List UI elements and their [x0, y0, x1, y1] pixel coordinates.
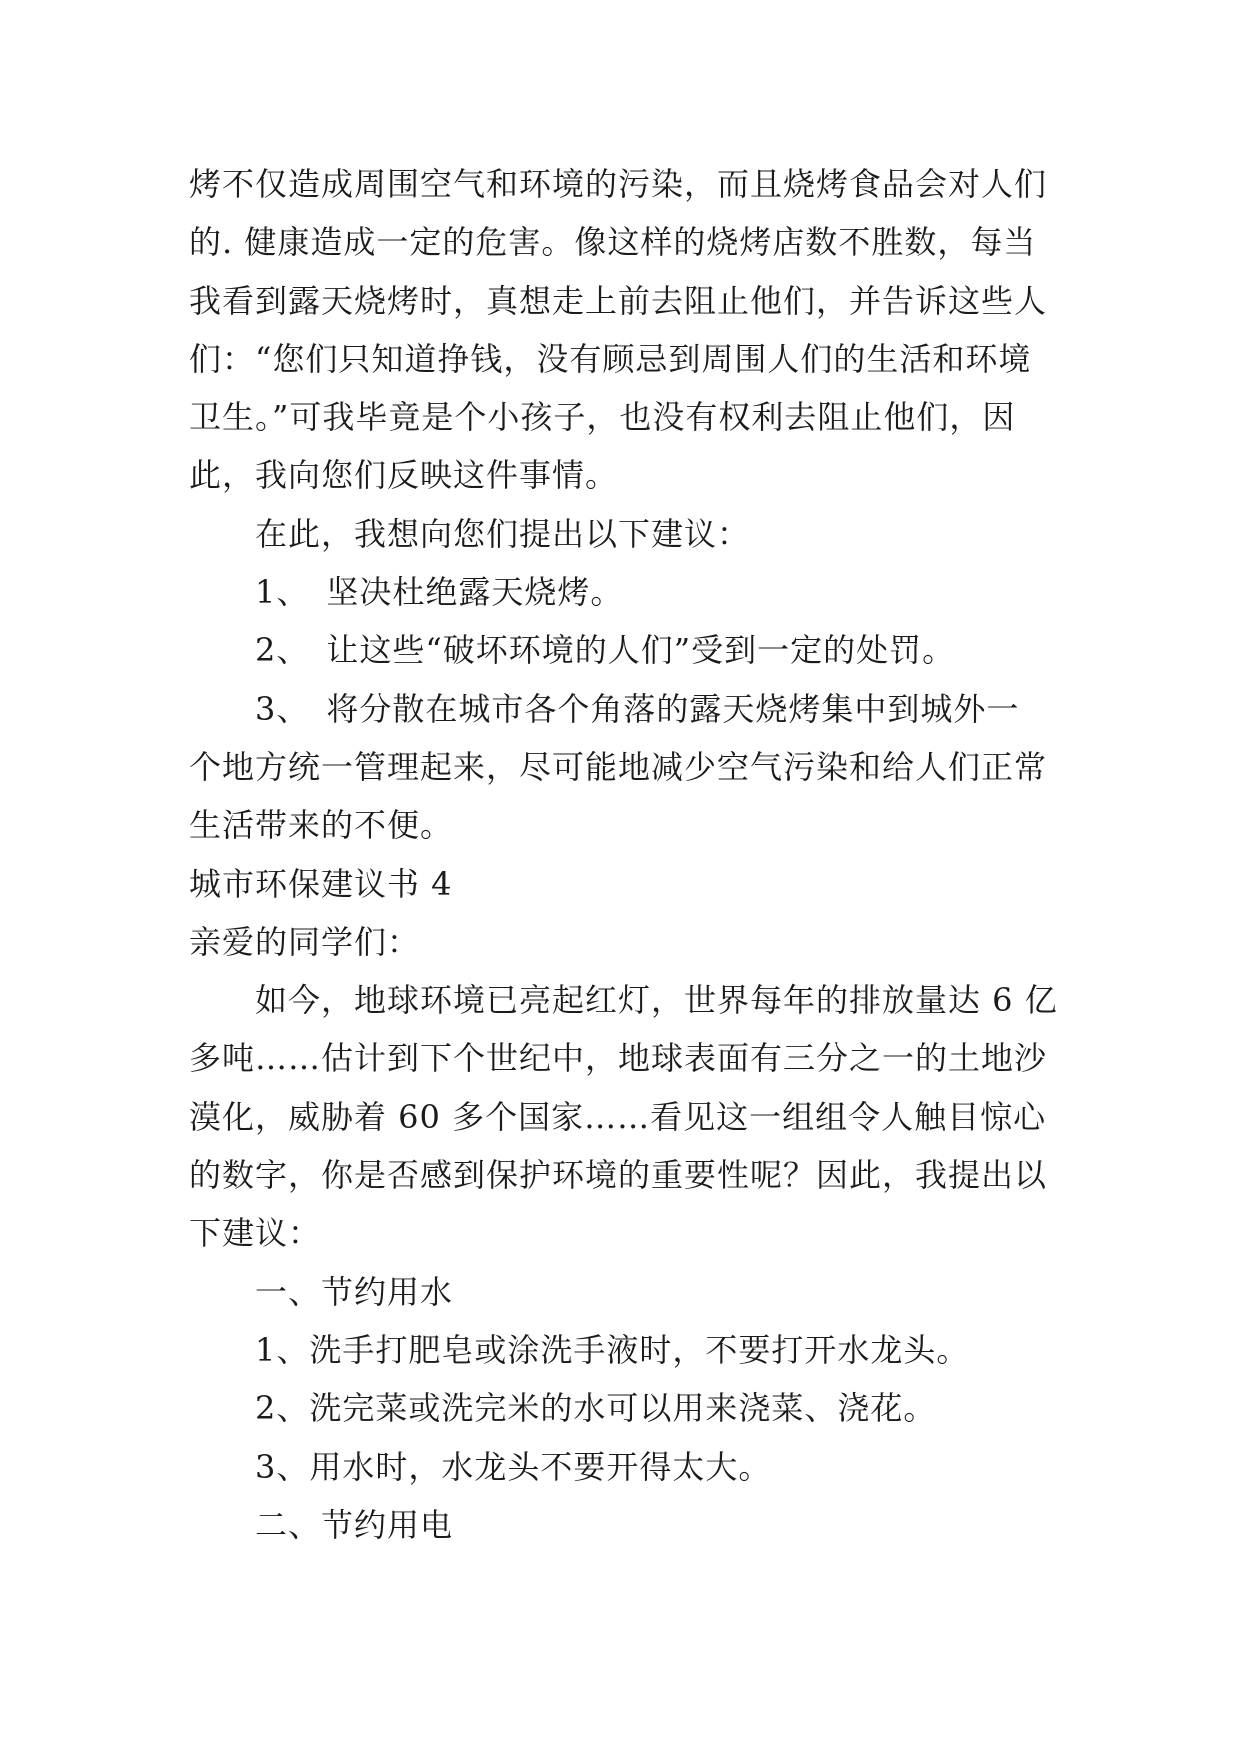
- list-item-line: 1、洗手打肥皂或涂洗手液时，不要打开水龙头。: [255, 1330, 970, 1369]
- list-item-line: 3、用水时，水龙头不要开得太大。: [255, 1447, 772, 1486]
- text-line: 的数字，你是否感到保护环境的重要性呢？因此，我提出以: [189, 1156, 1048, 1195]
- list-item-line: 2、 让这些“破坏环境的人们”受到一定的处罚。: [255, 631, 956, 670]
- text-line: 个地方统一管理起来，尽可能地减少空气污染和给人们正常: [189, 747, 1048, 786]
- list-item-line: 3、 将分散在城市各个角落的露天烧烤集中到城外一: [255, 689, 1020, 728]
- list-item-line: 一、节约用水: [255, 1272, 454, 1311]
- list-item-line: 2、洗完菜或洗完米的水可以用来浇菜、浇花。: [255, 1389, 937, 1428]
- document-text: [189, 155, 1199, 1554]
- text-line: 漠化，威胁着 60 多个国家……看见这一组组令人触目惊心: [189, 1097, 1047, 1136]
- text-line: 多吨……估计到下个世纪中，地球表面有三分之一的土地沙: [189, 1039, 1048, 1078]
- text-line: 在此，我想向您们提出以下建议：: [255, 514, 751, 553]
- text-line: 如今，地球环境已亮起红灯，世界每年的排放量达 6 亿: [255, 981, 1058, 1020]
- text-line: 们：“您们只知道挣钱，没有顾忌到周围人们的生活和环境: [189, 339, 1032, 378]
- text-line: 我看到露天烧烤时，真想走上前去阻止他们，并告诉这些人: [189, 281, 1048, 320]
- text-line: 的. 健康造成一定的危害。像这样的烧烤店数不胜数，每当: [189, 223, 1037, 262]
- list-item-line: 二、节约用电: [255, 1505, 454, 1544]
- salutation-line: 亲爱的同学们：: [189, 922, 421, 961]
- text-line: 此，我向您们反映这件事情。: [189, 456, 619, 495]
- text-line: 下建议：: [189, 1214, 322, 1253]
- text-line: 卫生。”可我毕竟是个小孩子，也没有权利去阻止他们，因: [189, 398, 1016, 437]
- section-title-line: 城市环保建议书 4: [189, 864, 453, 903]
- text-line: 生活带来的不便。: [189, 806, 454, 845]
- text-line: 烤不仅造成周围空气和环境的污染，而且烧烤食品会对人们: [189, 165, 1048, 203]
- list-item-line: 1、 坚决杜绝露天烧烤。: [255, 573, 624, 612]
